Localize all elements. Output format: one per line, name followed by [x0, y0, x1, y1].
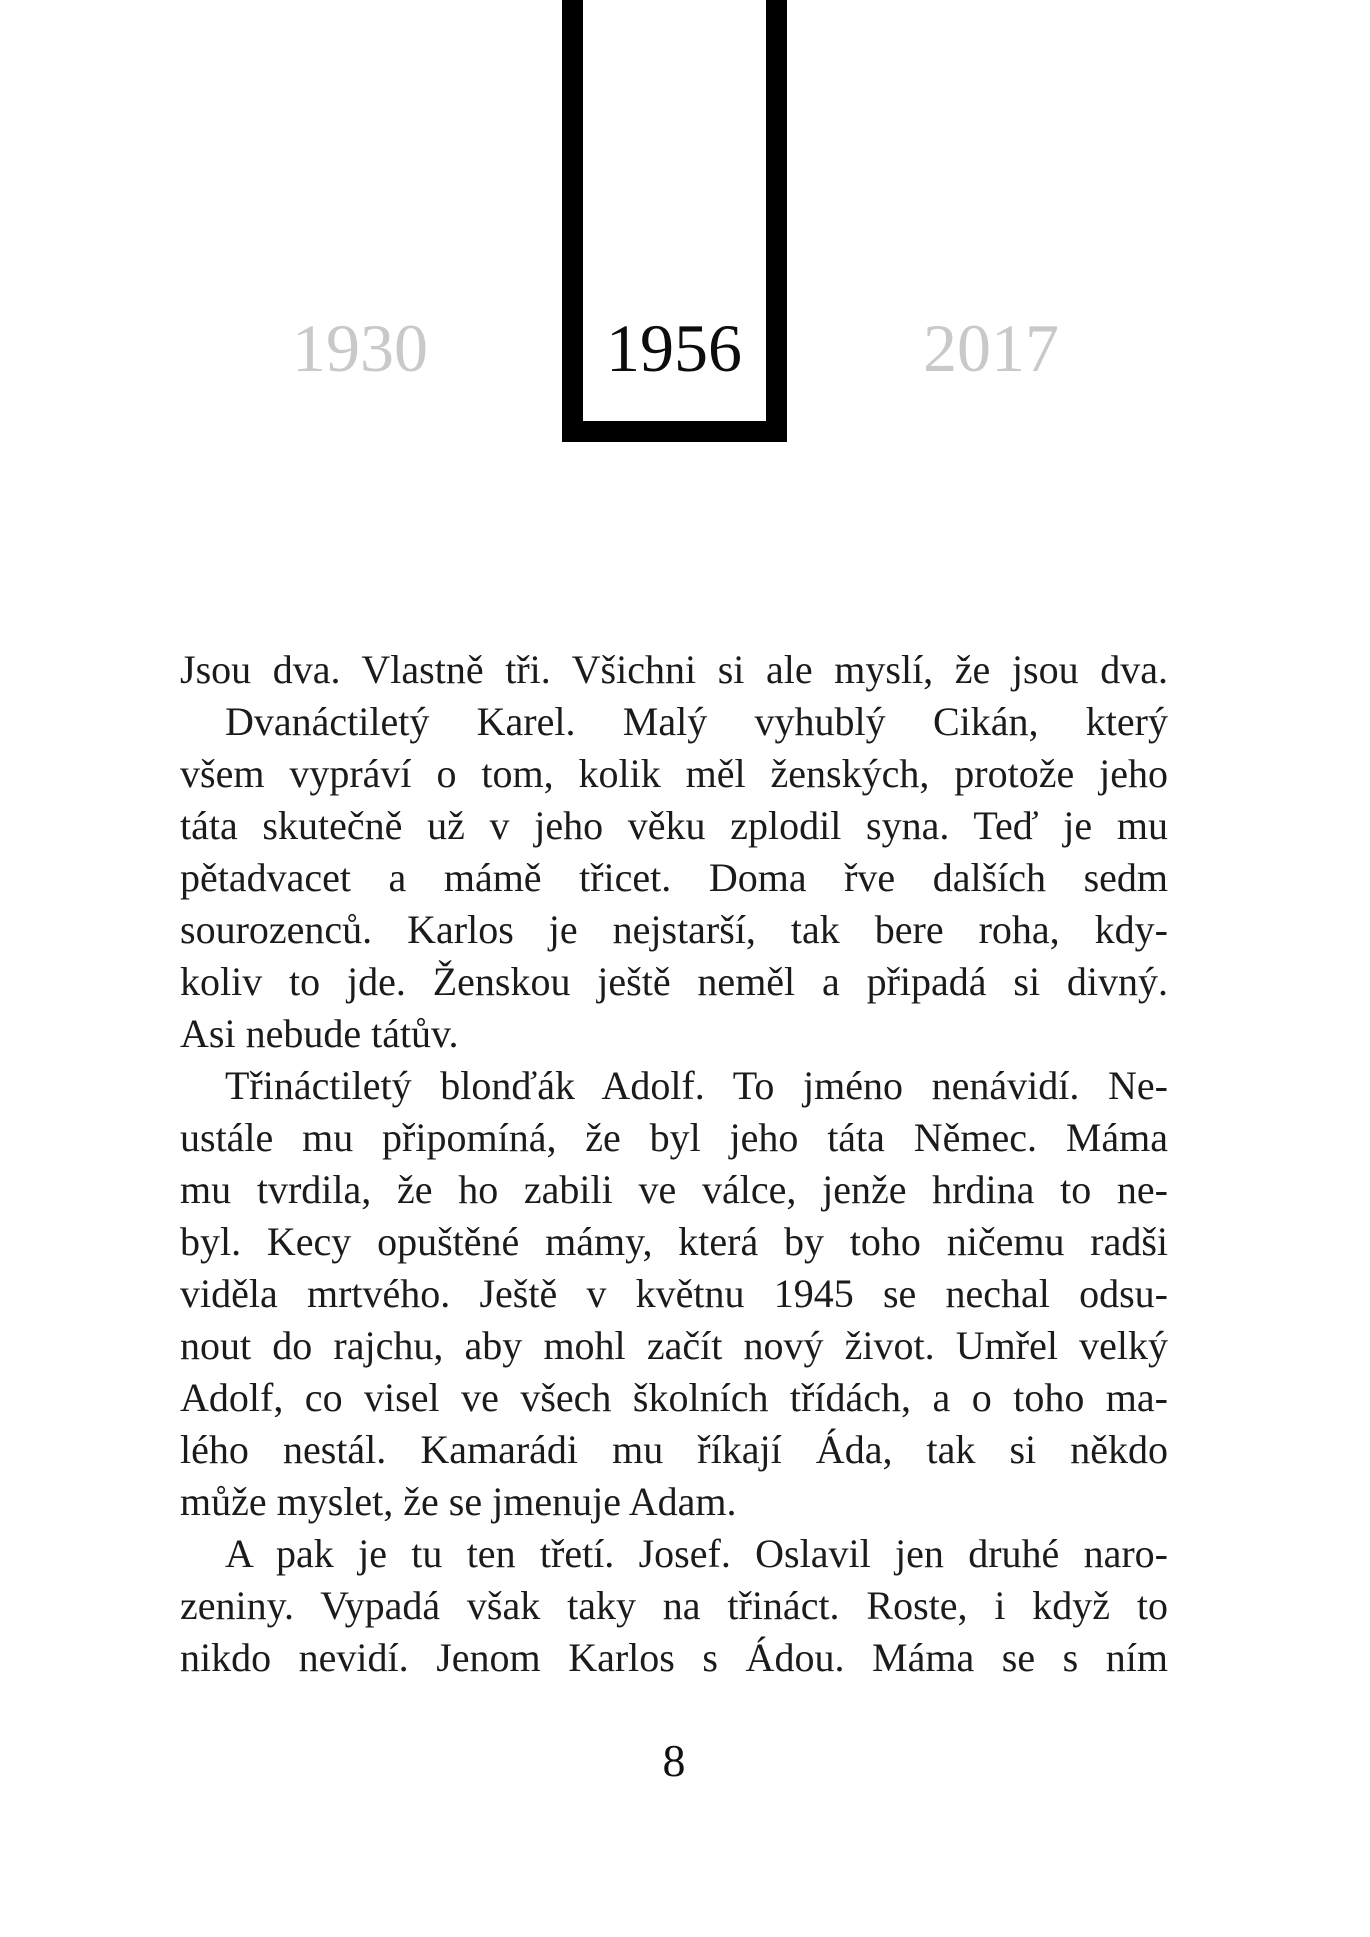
text-line: táta skutečně už v jeho věku zplodil syna. Teď je mu	[180, 803, 1168, 848]
text-line: sourozenců. Karlos je nejstarší, tak bere roha, kdy-	[180, 907, 1168, 952]
text-line: mu tvrdila, že ho zabili ve válce, jenže hrdina to ne-	[180, 1167, 1168, 1212]
timeline-year-previous: 1930	[292, 310, 428, 386]
text-line: lého nestál. Kamarádi mu říkají Áda, tak si někdo	[180, 1427, 1168, 1472]
text-line: Asi nebude tátův.	[180, 1011, 459, 1056]
text-line: nikdo nevidí. Jenom Karlos s Ádou. Máma se s ním	[180, 1635, 1168, 1680]
text-line: A pak je tu ten třetí. Josef. Oslavil jen druhé naro-	[225, 1531, 1168, 1576]
text-line: Adolf, co visel ve všech školních třídách, a o toho ma-	[180, 1375, 1168, 1420]
text-line: byl. Kecy opuštěné mámy, která by toho ničemu radši	[180, 1219, 1168, 1264]
text-line: Dvanáctiletý Karel. Malý vyhublý Cikán, který	[225, 699, 1168, 744]
timeline-year-current: 1956	[606, 310, 742, 386]
text-line: Jsou dva. Vlastně tři. Všichni si ale myslí, že jsou dva.	[180, 647, 1168, 692]
text-line: všem vypráví o tom, kolik měl ženských, protože jeho	[180, 751, 1168, 796]
body-text	[180, 644, 1168, 1684]
text-line: viděla mrtvého. Ještě v květnu 1945 se nechal odsu-	[180, 1271, 1168, 1316]
text-line: může myslet, že se jmenuje Adam.	[180, 1479, 737, 1524]
text-line: zeniny. Vypadá však taky na třináct. Roste, i když to	[180, 1583, 1168, 1628]
text-line: pětadvacet a mámě třicet. Doma řve dalších sedm	[180, 855, 1168, 900]
page-number: 8	[662, 1735, 686, 1786]
text-line: nout do rajchu, aby mohl začít nový život. Umřel velký	[180, 1323, 1168, 1368]
text-line: koliv to jde. Ženskou ještě neměl a připadá si divný.	[180, 959, 1168, 1004]
text-line: ustále mu připomíná, že byl jeho táta Němec. Máma	[180, 1115, 1168, 1160]
text-line: Třináctiletý blonďák Adolf. To jméno nenávidí. Ne-	[225, 1063, 1168, 1108]
timeline-year-next: 2017	[923, 310, 1059, 386]
